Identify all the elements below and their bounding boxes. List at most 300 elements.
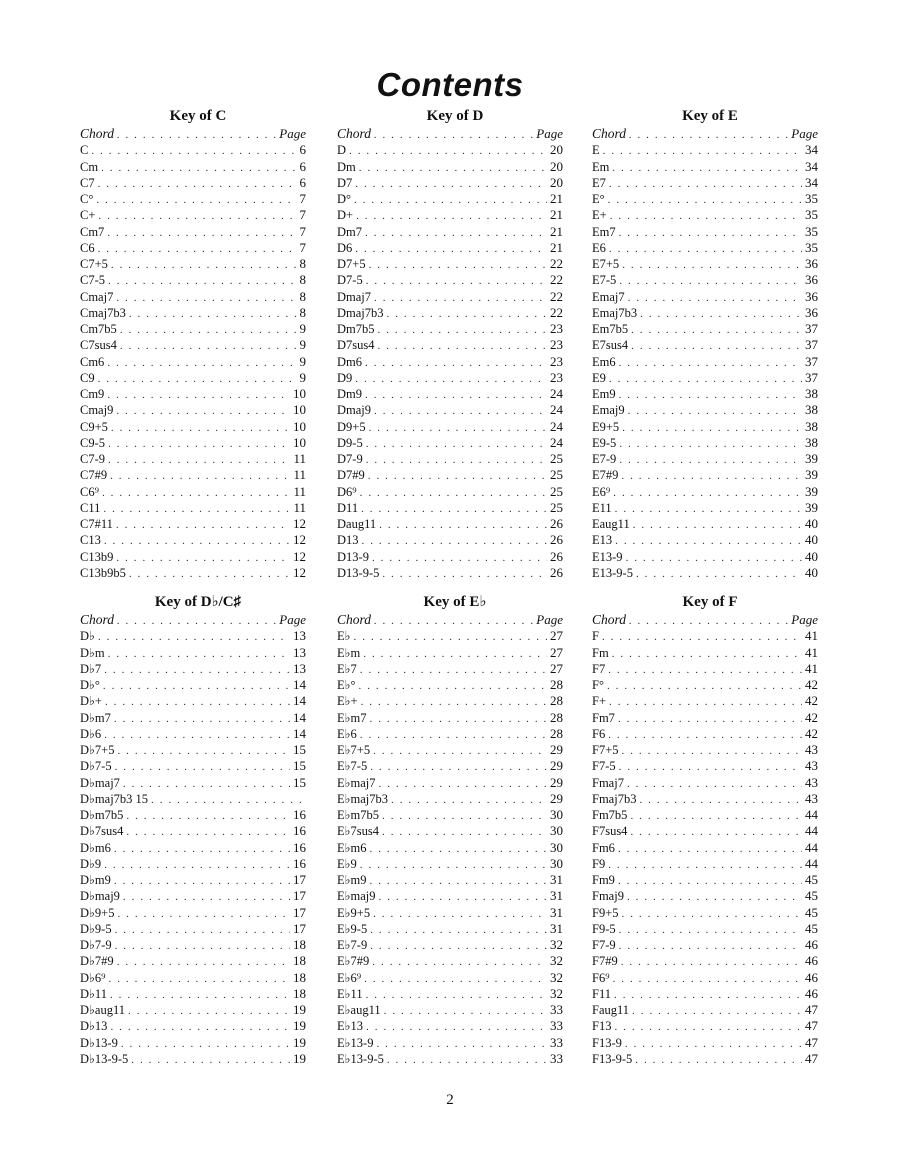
leader-dots — [365, 355, 547, 370]
leader-dots — [364, 971, 547, 986]
leader-dots — [111, 420, 290, 435]
toc-entry[interactable] — [592, 677, 818, 693]
toc-entry[interactable] — [592, 435, 818, 451]
toc-entry[interactable] — [80, 402, 306, 418]
toc-entry[interactable] — [337, 693, 563, 709]
chord-name: D13-9-5 — [337, 565, 380, 580]
toc-entry[interactable] — [337, 645, 563, 661]
page-ref: 27 — [550, 628, 563, 644]
toc-entry[interactable] — [337, 921, 563, 937]
toc-entry[interactable] — [337, 549, 563, 565]
toc-entry[interactable] — [80, 142, 306, 158]
key-heading: Key of E — [682, 108, 738, 124]
chord-name: F13 — [592, 1019, 612, 1034]
toc-entry[interactable] — [592, 305, 818, 321]
chord-name: E♭13-9 — [337, 1035, 374, 1050]
chord-name: D♭maj7 — [80, 775, 120, 790]
page-ref: 19 — [293, 1034, 306, 1050]
toc-entry[interactable] — [592, 791, 818, 807]
toc-entry[interactable] — [592, 710, 818, 726]
toc-entry[interactable] — [592, 549, 818, 565]
page-ref: 25 — [550, 499, 563, 515]
page-ref: 14 — [293, 677, 306, 692]
toc-entry[interactable] — [80, 516, 306, 532]
leader-dots — [117, 613, 276, 628]
toc-entry[interactable] — [592, 872, 818, 888]
toc-entry[interactable] — [80, 807, 306, 823]
toc-entry[interactable] — [337, 726, 563, 742]
page-ref: 14 — [293, 725, 306, 741]
toc-entry[interactable] — [592, 175, 818, 191]
leader-dots — [366, 273, 547, 288]
toc-entry[interactable] — [80, 726, 306, 742]
page-ref: 44 — [805, 823, 818, 839]
toc-entry[interactable] — [592, 758, 818, 774]
page-ref: 29 — [550, 742, 563, 757]
page-ref: 20 — [550, 142, 563, 158]
toc-entry[interactable] — [337, 337, 563, 353]
toc-entry[interactable] — [592, 467, 818, 483]
toc-entry[interactable] — [592, 451, 818, 467]
toc-entry[interactable] — [337, 840, 563, 856]
toc-entry[interactable] — [337, 500, 563, 516]
toc-entry[interactable] — [80, 272, 306, 288]
toc-entry[interactable] — [592, 1051, 818, 1067]
toc-entry[interactable] — [592, 321, 818, 337]
column-header — [337, 126, 563, 142]
toc-entry[interactable] — [337, 256, 563, 272]
toc-entry[interactable] — [337, 191, 563, 207]
chord-name: E7 — [592, 175, 606, 190]
leader-dots — [123, 889, 290, 904]
chord-name: Dm — [337, 159, 356, 174]
chord-name: D♭m7 — [80, 710, 111, 725]
toc-entry[interactable] — [592, 500, 818, 516]
leader-dots — [131, 1052, 290, 1067]
chord-name: D♭9 — [80, 856, 102, 871]
chord-name: D♭13-9-5 — [80, 1051, 129, 1066]
leader-dots — [91, 143, 296, 158]
toc-entry[interactable] — [592, 970, 818, 986]
chord-name: Dm6 — [337, 354, 362, 369]
leader-dots — [365, 387, 547, 402]
leader-dots — [368, 468, 547, 483]
toc-entry[interactable] — [80, 256, 306, 272]
toc-entry[interactable] — [592, 224, 818, 240]
toc-entry[interactable] — [80, 484, 306, 500]
toc-entry[interactable] — [80, 191, 306, 207]
toc-entry[interactable] — [80, 419, 306, 435]
leader-dots — [618, 873, 802, 888]
toc-entry[interactable] — [337, 175, 563, 191]
leader-dots — [370, 841, 547, 856]
leader-dots — [609, 176, 802, 191]
page-ref: 44 — [805, 807, 818, 822]
page-ref: 34 — [805, 174, 818, 190]
toc-entry[interactable] — [337, 677, 563, 693]
toc-entry[interactable] — [592, 207, 818, 223]
chord-name: E♭7 — [337, 661, 357, 676]
toc-entry[interactable] — [80, 549, 306, 565]
chord-name: E13-9 — [592, 549, 623, 564]
toc-entry[interactable] — [80, 953, 306, 969]
toc-entry[interactable] — [80, 937, 306, 953]
page-ref: 36 — [805, 272, 818, 288]
toc-entry[interactable] — [592, 142, 818, 158]
toc-entry[interactable] — [337, 451, 563, 467]
leader-dots — [621, 468, 802, 483]
toc-entry[interactable] — [337, 159, 563, 175]
toc-entry[interactable] — [337, 710, 563, 726]
toc-entry[interactable] — [337, 970, 563, 986]
chord-name: D♭13-9 — [80, 1035, 118, 1050]
toc-entry[interactable] — [80, 986, 306, 1002]
toc-entry[interactable] — [592, 516, 818, 532]
toc-entry[interactable] — [80, 175, 306, 191]
toc-entry[interactable] — [80, 872, 306, 888]
leader-dots — [360, 727, 547, 742]
chord-name: E7-5 — [592, 273, 617, 288]
leader-dots — [128, 1003, 290, 1018]
chord-name: F7#9 — [592, 954, 618, 969]
toc-entry[interactable] — [592, 905, 818, 921]
chord-name: E7#9 — [592, 468, 619, 483]
toc-entry[interactable] — [337, 354, 563, 370]
toc-entry[interactable] — [592, 484, 818, 500]
page-ref: 32 — [550, 969, 563, 985]
chord-name: D♭6 — [80, 726, 102, 741]
leader-dots — [618, 711, 802, 726]
chord-name: Dmaj9 — [337, 403, 372, 418]
leader-dots — [355, 176, 547, 191]
toc-entry[interactable] — [592, 823, 818, 839]
toc-entry[interactable] — [592, 807, 818, 823]
toc-entry[interactable] — [80, 1035, 306, 1051]
page-ref: 13 — [293, 628, 306, 644]
chord-name: E♭9-5 — [337, 921, 368, 936]
toc-entry[interactable] — [337, 888, 563, 904]
toc-entry[interactable] — [337, 386, 563, 402]
toc-entry[interactable] — [80, 532, 306, 548]
toc-entry[interactable] — [592, 191, 818, 207]
toc-entry[interactable] — [337, 272, 563, 288]
chord-name: D7sus4 — [337, 338, 375, 353]
leader-dots — [370, 922, 547, 937]
leader-dots — [108, 452, 290, 467]
chord-name: D — [337, 143, 347, 158]
toc-entry[interactable] — [80, 840, 306, 856]
chord-name: Cmaj7 — [80, 289, 114, 304]
chord-name: Faug11 — [592, 1003, 630, 1017]
chord-name: Dm9 — [337, 387, 362, 401]
toc-entry[interactable] — [592, 272, 818, 288]
leader-dots — [366, 452, 547, 467]
toc-entry[interactable] — [592, 419, 818, 435]
toc-entry[interactable] — [337, 986, 563, 1002]
toc-entry[interactable] — [337, 1051, 563, 1067]
leader-dots — [609, 694, 802, 709]
page-ref: 15 — [293, 758, 306, 774]
toc-entry[interactable] — [592, 354, 818, 370]
toc-entry[interactable] — [337, 661, 563, 677]
toc-entry[interactable] — [80, 742, 306, 758]
page-ref: 7 — [299, 207, 306, 223]
toc-entry[interactable] — [80, 451, 306, 467]
key-heading: Key of D♭/C♯ — [154, 594, 242, 610]
toc-entry[interactable] — [337, 1035, 563, 1051]
chord-name: C7-5 — [80, 273, 105, 288]
toc-entry[interactable] — [80, 758, 306, 774]
chord-name: E♭13 — [337, 1019, 364, 1034]
toc-entry[interactable] — [80, 370, 306, 386]
chord-name: D7#9 — [337, 468, 365, 483]
chord-name: C7 — [80, 175, 95, 190]
leader-dots — [356, 208, 547, 223]
toc-entry[interactable] — [337, 758, 563, 774]
toc-entry[interactable] — [592, 775, 818, 791]
chord-name: Emaj7 — [592, 289, 625, 304]
page-ref: 43 — [805, 790, 818, 806]
page-ref: 39 — [805, 483, 818, 499]
chord-column-label: Chord — [80, 612, 115, 627]
leader-dots — [625, 1036, 802, 1051]
toc-entry[interactable] — [337, 305, 563, 321]
toc-entry[interactable] — [337, 532, 563, 548]
chord-name: Dmaj7b3 — [337, 305, 384, 320]
leader-dots — [619, 387, 802, 402]
page-ref: 28 — [550, 677, 563, 692]
toc-entry[interactable] — [80, 354, 306, 370]
leader-dots — [629, 613, 788, 628]
toc-entry[interactable] — [592, 1002, 818, 1018]
leader-dots — [630, 808, 802, 823]
page-ref: 33 — [550, 1034, 563, 1050]
toc-entry[interactable] — [592, 645, 818, 661]
page-ref: 31 — [550, 888, 563, 904]
page-ref: 31 — [550, 872, 563, 887]
page-ref: 45 — [805, 872, 818, 887]
toc-entry[interactable] — [592, 840, 818, 856]
toc-entry[interactable] — [337, 628, 563, 644]
toc-entry[interactable] — [337, 289, 563, 305]
toc-entry[interactable] — [337, 207, 563, 223]
toc-entry[interactable] — [337, 142, 563, 158]
leader-dots — [354, 629, 547, 644]
toc-entry[interactable] — [80, 1018, 306, 1034]
toc-entry[interactable] — [80, 823, 306, 839]
leader-dots — [117, 127, 276, 142]
toc-entry[interactable] — [592, 742, 818, 758]
toc-entry[interactable] — [80, 500, 306, 516]
leader-dots — [619, 452, 802, 467]
leader-dots — [110, 987, 290, 1002]
column-header — [80, 126, 306, 142]
toc-entry[interactable] — [337, 484, 563, 500]
leader-dots — [619, 759, 802, 774]
toc-entry[interactable] — [337, 823, 563, 839]
toc-entry[interactable] — [337, 872, 563, 888]
leader-dots — [621, 954, 802, 969]
toc-entry[interactable] — [592, 256, 818, 272]
toc-entry[interactable] — [592, 661, 818, 677]
leader-dots — [108, 646, 290, 661]
toc-entry[interactable] — [337, 435, 563, 451]
toc-entry[interactable] — [337, 953, 563, 969]
chord-name: D° — [337, 192, 352, 206]
chord-name: C — [80, 143, 89, 158]
chord-name: F7+5 — [592, 743, 619, 757]
chord-name: E11 — [592, 500, 612, 515]
toc-entry[interactable] — [592, 386, 818, 402]
toc-entry[interactable] — [337, 905, 563, 921]
chord-name: C11 — [80, 500, 101, 515]
leader-dots — [379, 776, 547, 791]
toc-entry[interactable] — [337, 516, 563, 532]
page-ref: 16 — [293, 855, 306, 871]
toc-entry[interactable] — [592, 953, 818, 969]
toc-entry[interactable] — [80, 970, 306, 986]
toc-entry[interactable] — [337, 1018, 563, 1034]
leader-dots — [115, 922, 290, 937]
toc-entry[interactable] — [80, 565, 306, 581]
toc-entry[interactable] — [337, 937, 563, 953]
toc-entry[interactable] — [592, 337, 818, 353]
chord-name: E9-5 — [592, 435, 617, 450]
toc-entry[interactable] — [337, 856, 563, 872]
toc-entry[interactable] — [592, 888, 818, 904]
toc-entry[interactable] — [337, 775, 563, 791]
toc-entry[interactable] — [80, 305, 306, 321]
chord-name: D7-5 — [337, 273, 363, 288]
toc-entry[interactable] — [592, 1018, 818, 1034]
toc-entry[interactable] — [80, 224, 306, 240]
toc-entry[interactable] — [80, 856, 306, 872]
page-ref: 26 — [550, 516, 563, 531]
toc-entry[interactable] — [592, 628, 818, 644]
toc-entry[interactable] — [80, 661, 306, 677]
toc-entry[interactable] — [592, 159, 818, 175]
chord-name: C9 — [80, 370, 95, 385]
toc-entry[interactable] — [80, 628, 306, 644]
toc-entry[interactable] — [592, 726, 818, 742]
toc-entry[interactable] — [337, 742, 563, 758]
toc-entry[interactable] — [592, 565, 818, 581]
toc-entry[interactable] — [80, 791, 306, 807]
leader-dots — [109, 971, 290, 986]
toc-entry[interactable] — [80, 888, 306, 904]
toc-entry[interactable] — [337, 419, 563, 435]
toc-entry[interactable] — [80, 677, 306, 693]
toc-entry[interactable] — [592, 921, 818, 937]
toc-entry[interactable] — [80, 435, 306, 451]
toc-entry[interactable] — [337, 467, 563, 483]
toc-entry[interactable] — [337, 402, 563, 418]
toc-entry[interactable] — [80, 905, 306, 921]
page-ref: 37 — [805, 369, 818, 385]
leader-dots — [360, 857, 547, 872]
leader-dots — [613, 485, 802, 500]
leader-dots — [612, 160, 802, 175]
page-ref: 47 — [805, 1002, 818, 1017]
toc-entry[interactable] — [592, 370, 818, 386]
toc-entry[interactable] — [592, 1035, 818, 1051]
page-ref: 46 — [805, 985, 818, 1001]
leader-dots — [602, 629, 802, 644]
leader-dots — [615, 533, 802, 548]
leader-dots — [104, 727, 290, 742]
toc-entry[interactable] — [337, 791, 563, 807]
toc-entry[interactable] — [80, 693, 306, 709]
toc-entry[interactable] — [337, 1002, 563, 1018]
toc-entry[interactable] — [80, 240, 306, 256]
key-section — [337, 592, 563, 1067]
toc-entry[interactable] — [592, 937, 818, 953]
toc-entry[interactable] — [592, 240, 818, 256]
toc-entry[interactable] — [80, 467, 306, 483]
toc-entry[interactable] — [337, 370, 563, 386]
page-ref: 11 — [293, 467, 306, 483]
toc-entry[interactable] — [80, 289, 306, 305]
chord-name: Cm — [80, 159, 99, 174]
toc-entry[interactable] — [337, 321, 563, 337]
toc-entry[interactable] — [337, 565, 563, 581]
leader-dots — [631, 322, 802, 337]
toc-entry[interactable] — [592, 532, 818, 548]
toc-entry[interactable] — [592, 289, 818, 305]
toc-entry[interactable] — [80, 645, 306, 661]
chord-name: C7sus4 — [80, 338, 117, 353]
toc-entry[interactable] — [80, 775, 306, 791]
toc-entry[interactable] — [80, 710, 306, 726]
page-title: Contents — [376, 66, 524, 103]
leader-dots — [103, 501, 290, 516]
toc-entry[interactable] — [592, 856, 818, 872]
toc-entry[interactable] — [80, 386, 306, 402]
toc-entry[interactable] — [337, 240, 563, 256]
toc-entry[interactable] — [592, 693, 818, 709]
toc-entry[interactable] — [80, 1051, 306, 1067]
toc-entry[interactable] — [80, 321, 306, 337]
leader-dots — [365, 225, 547, 240]
leader-dots — [384, 1003, 547, 1018]
toc-entry[interactable] — [592, 402, 818, 418]
page-ref: 12 — [293, 564, 306, 580]
leader-dots — [369, 257, 547, 272]
chord-name: E♭ — [337, 629, 351, 644]
toc-entry[interactable] — [337, 224, 563, 240]
toc-entry[interactable] — [80, 159, 306, 175]
toc-entry[interactable] — [80, 1002, 306, 1018]
leader-dots — [607, 678, 802, 693]
leader-dots — [108, 273, 297, 288]
toc-entry[interactable] — [80, 207, 306, 223]
toc-entry[interactable] — [80, 921, 306, 937]
toc-entry[interactable] — [592, 986, 818, 1002]
page-ref: 9 — [299, 321, 306, 336]
leader-dots — [622, 420, 802, 435]
leader-dots — [108, 436, 290, 451]
leader-dots — [96, 192, 296, 207]
toc-entry[interactable] — [80, 337, 306, 353]
toc-entry[interactable] — [337, 807, 563, 823]
chord-name: D+ — [337, 208, 354, 223]
chord-name: Fm7b5 — [592, 808, 628, 822]
chord-name: Cm9 — [80, 387, 105, 401]
page-ref: 47 — [805, 1034, 818, 1050]
leader-dots — [361, 501, 547, 516]
leader-dots — [630, 824, 802, 839]
leader-dots — [376, 1036, 547, 1051]
